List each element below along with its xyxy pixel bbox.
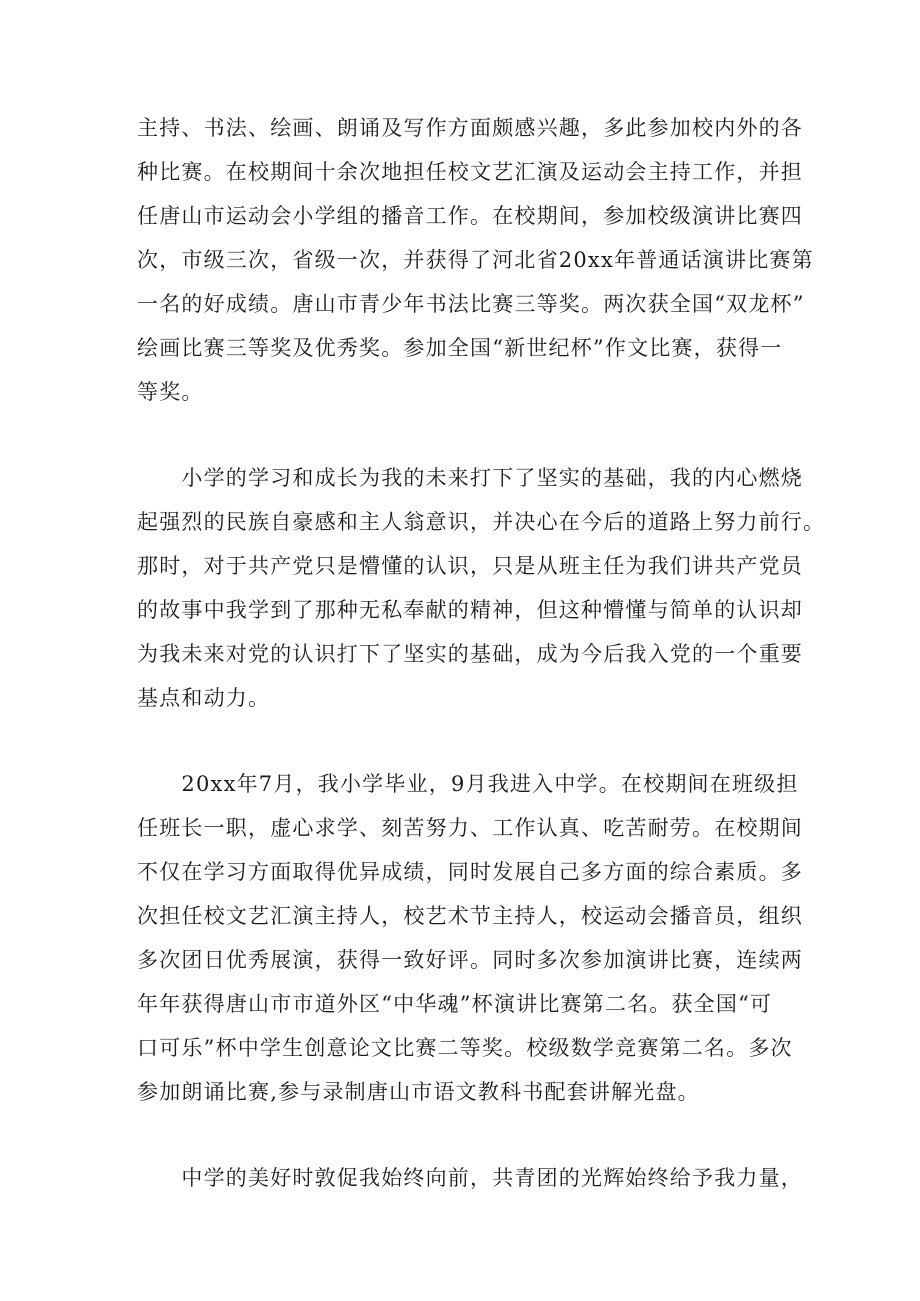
paragraph-2: [137, 456, 826, 720]
text-line: 小学的学习和成长为我的未来打下了坚实的基础，我的内心燃烧: [137, 466, 803, 490]
text-line: 中学的美好时敦促我始终向前，共青团的光辉始终给予我力量，: [137, 1166, 803, 1190]
text-line: 任班长一职，虚心求学、刻苦努力、工作认真、吃苦耐劳。在校期间: [137, 816, 803, 840]
text-line: 年年获得唐山市市道外区“中华魂”杯演讲比赛第二名。获全国“可: [137, 992, 773, 1016]
text-line: 一名的好成绩。唐山市青少年书法比赛三等奖。两次获全国“双龙杯”: [137, 292, 805, 316]
text-line: 20xx年7月，我小学毕业，9月我进入中学。在校期间在班级担: [137, 772, 799, 796]
paragraph-3: [137, 762, 803, 1114]
text-line: 多次团日优秀展演，获得一致好评。同时多次参加演讲比赛，连续两: [137, 948, 803, 972]
text-line: 次担任校文艺汇演主持人，校艺术节主持人，校运动会播音员，组织: [137, 904, 803, 928]
text-line: 的故事中我学到了那种无私奉献的精神，但这种懵懂与简单的认识却: [137, 598, 803, 622]
text-line: 次，市级三次，省级一次，并获得了河北省20xx年普通话演讲比赛第: [137, 248, 814, 272]
text-line: 主持、书法、绘画、朗诵及写作方面颇感兴趣，多此参加校内外的各: [137, 116, 803, 140]
text-line: 种比赛。在校期间十余次地担任校文艺汇演及运动会主持工作，并担: [137, 160, 803, 184]
paragraph-4: [137, 1156, 803, 1200]
text-line: 绘画比赛三等奖及优秀奖。参加全国“新世纪杯”作文比赛，获得一: [137, 336, 783, 360]
text-line: 那时，对于共产党只是懵懂的认识，只是从班主任为我们讲共产党员: [137, 554, 803, 578]
text-line: 任唐山市运动会小学组的播音工作。在校期间，参加校级演讲比赛四: [137, 204, 803, 228]
text-line: 参加朗诵比赛,参与录制唐山市语文教科书配套讲解光盘。: [137, 1080, 700, 1104]
text-line: 基点和动力。: [137, 686, 271, 710]
text-line: 口可乐”杯中学生创意论文比赛二等奖。校级数学竞赛第二名。多次: [137, 1036, 793, 1060]
text-line: 为我未来对党的认识打下了坚实的基础，成为今后我入党的一个重要: [137, 642, 803, 666]
text-line: 等奖。: [137, 380, 204, 404]
text-line: 不仅在学习方面取得优异成绩，同时发展自己多方面的综合素质。多: [137, 860, 803, 884]
paragraph-1: [137, 106, 814, 414]
text-line: 起强烈的民族自豪感和主人翁意识，并决心在今后的道路上努力前行。: [137, 510, 826, 534]
